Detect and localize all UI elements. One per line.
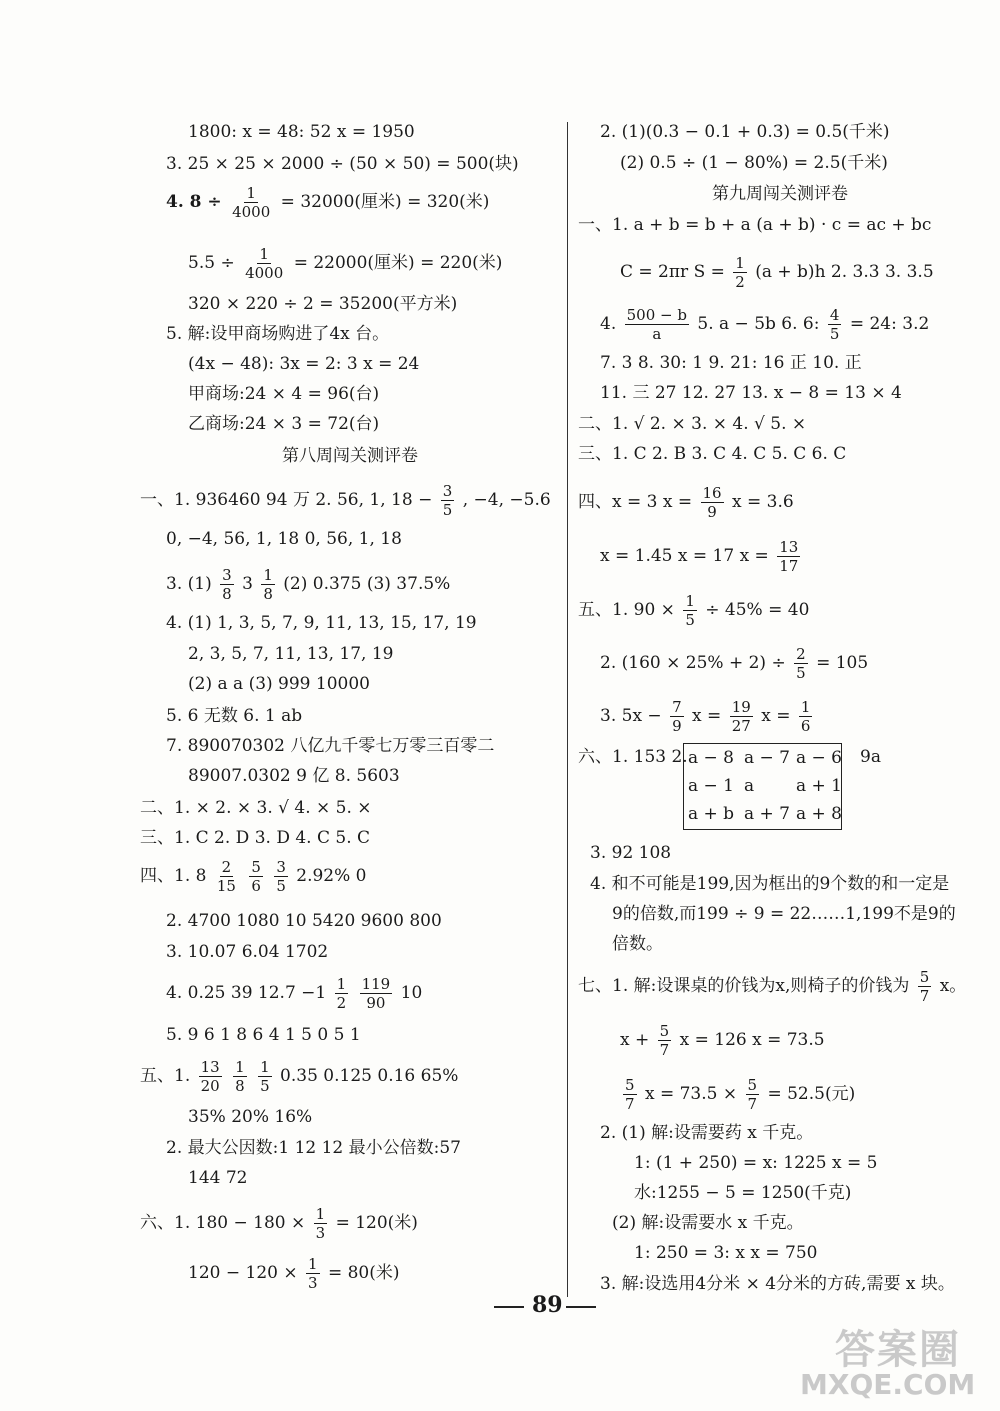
fraction: $\frac{4}{5}$	[829, 306, 840, 343]
answer-line: 七、1. 解:设课桌的价钱为x,则椅子的价钱为 $\frac{5}{7}$ x。	[578, 968, 967, 1005]
answer-line: 2. (1)(0.3 − 0.1 + 0.3) = 0.5(千米)	[600, 122, 890, 142]
fraction: $\frac{1}{8}$	[235, 1058, 245, 1095]
fraction: $\frac{119}{90}$	[361, 975, 391, 1012]
grid-cell: a − 7	[744, 748, 791, 768]
answer-line: 4. $\frac{500 - b}{a}$ 5. a − 5b 6. 6: $\frac{4}{5}$ = 24: 3.2	[600, 306, 930, 343]
fraction: $\frac{3}{8}$	[222, 566, 232, 603]
answer-line: 7. 890070302 八亿九千零七万零三百零二	[166, 736, 495, 756]
answer-line: 五、1. 90 × $\frac{1}{5}$ ÷ 45% = 40	[578, 592, 810, 629]
answer-line: 3. 25 × 25 × 2000 ÷ (50 × 50) = 500(块)	[166, 154, 519, 174]
answer-line: 水:1255 − 5 = 1250(千克)	[634, 1183, 852, 1203]
answer-line: (2) 0.5 ÷ (1 − 80%) = 2.5(千米)	[620, 153, 888, 173]
answer-line: 89007.0302 9 亿 8. 5603	[188, 766, 400, 786]
answer-line: 320 × 220 ÷ 2 = 35200(平方米)	[188, 294, 458, 314]
answer-line: 5. 解:设甲商场购进了4x 台。	[166, 324, 390, 344]
fraction: $\frac{1}{4000}$	[245, 245, 284, 282]
answer-line: 二、1. √ 2. × 3. × 4. √ 5. ×	[578, 414, 807, 434]
fraction: $\frac{5}{7}$	[919, 968, 930, 1005]
answer-line: 5. 6 无数 6. 1 ab	[166, 706, 303, 726]
grid-cell: a + 8	[796, 804, 843, 824]
fraction: $\frac{13}{17}$	[779, 538, 799, 575]
answer-line: 11. 三 27 12. 27 13. x − 8 = 13 × 4	[600, 383, 902, 403]
answer-line: 2. 4700 1080 10 5420 9600 800	[166, 911, 442, 931]
fraction: $\frac{5}{7}$	[659, 1022, 670, 1059]
answer-line: 4. 8 ÷ $\frac{1}{4000}$ = 32000(厘米) = 320(米)	[166, 184, 490, 221]
answer-line: 乙商场:24 × 3 = 72(台)	[188, 414, 380, 434]
answer-line: 六、1. 153 2.	[578, 747, 688, 767]
page-number: 89	[532, 1292, 563, 1318]
answer-line: 1800: x = 48: 52 x = 1950	[188, 122, 415, 142]
answer-line: x + $\frac{5}{7}$ x = 126 x = 73.5	[620, 1022, 825, 1059]
answer-line: 二、1. × 2. × 3. √ 4. × 5. ×	[140, 798, 372, 818]
answer-line: 0, −4, 56, 1, 18 0, 56, 1, 18	[166, 529, 402, 549]
answer-line: 2. (1) 解:设需要药 x 千克。	[600, 1123, 814, 1143]
fraction: $\frac{16}{9}$	[702, 484, 722, 521]
answer-line: 甲商场:24 × 4 = 96(台)	[188, 384, 380, 404]
answer-line: 三、1. C 2. B 3. C 4. C 5. C 6. C	[578, 444, 847, 464]
page-number-dash	[566, 1306, 596, 1308]
fraction: $\frac{5}{7}$	[747, 1076, 758, 1113]
fraction: $\frac{1}{5}$	[260, 1058, 270, 1095]
fraction: $\frac{2}{5}$	[796, 645, 806, 682]
answer-line: 五、1. $\frac{13}{20}$ $\frac{1}{8}$ $\frac{1}{5}$ 0.35 0.125 0.16 65%	[140, 1058, 459, 1095]
answer-line: 倍数。	[612, 934, 663, 954]
answer-line: 1: 250 = 3: x x = 750	[634, 1243, 818, 1263]
answer-line: 4. 0.25 39 12.7 −1 $\frac{1}{2}$ $\frac{119}{90}$ 10	[166, 975, 423, 1012]
fraction: $\frac{7}{9}$	[672, 698, 682, 735]
fraction: $\frac{1}{4000}$	[232, 184, 271, 221]
fraction: $\frac{500 - b}{a}$	[626, 306, 687, 343]
answer-line: 四、1. 8 $\frac{2}{15}$ $\frac{5}{6}$ $\frac{3}{5}$ 2.92% 0	[140, 858, 367, 895]
answer-line: x = 1.45 x = 17 x = $\frac{13}{17}$	[600, 538, 799, 575]
answer-line: 2. (160 × 25% + 2) ÷ $\frac{2}{5}$ = 105	[600, 645, 869, 682]
answer-line: 六、1. 180 − 180 × $\frac{1}{3}$ = 120(米)	[140, 1205, 418, 1242]
answer-line: 一、1. 936460 94 万 2. 56, 1, 18 − $\frac{3}{5}$ , −4, −5.6	[140, 482, 551, 519]
fraction: $\frac{1}{2}$	[336, 975, 347, 1012]
answer-line: 144 72	[188, 1168, 248, 1188]
fraction: $\frac{13}{20}$	[200, 1058, 220, 1095]
answer-line: 5.5 ÷ $\frac{1}{4000}$ = 22000(厘米) = 220(米)	[188, 245, 503, 282]
fraction: $\frac{1}{3}$	[315, 1205, 326, 1242]
fraction: $\frac{1}{5}$	[685, 592, 695, 629]
watermark-url: MXQE.COM	[800, 1368, 976, 1401]
fraction: $\frac{1}{3}$	[308, 1255, 318, 1292]
answer-line: 3. 92 108	[590, 843, 672, 863]
answer-line: 2, 3, 5, 7, 11, 13, 17, 19	[188, 644, 394, 664]
grid-cell: a + 1	[796, 776, 843, 796]
answer-line: 5. 9 6 1 8 6 4 1 5 0 5 1	[166, 1025, 361, 1045]
answer-line: 一、1. a + b = b + a (a + b) · c = ac + bc	[578, 215, 932, 235]
number-grid	[683, 743, 842, 830]
grid-cell: a	[744, 776, 755, 796]
grid-cell: a + 7	[744, 804, 791, 824]
page-number-dash	[494, 1306, 524, 1308]
answer-line: 9的倍数,而199 ÷ 9 = 22……1,199不是9的	[612, 904, 956, 924]
answer-line: 35% 20% 16%	[188, 1107, 313, 1127]
answer-line: 四、x = 3 x = $\frac{16}{9}$ x = 3.6	[578, 484, 794, 521]
grid-cell: a − 8	[688, 748, 735, 768]
answer-line: C = 2πr S = $\frac{1}{2}$ (a + b)h 2. 3.3 3. 3.5	[620, 254, 934, 291]
fraction: $\frac{5}{7}$	[625, 1076, 635, 1113]
answer-line: 120 − 120 × $\frac{1}{3}$ = 80(米)	[188, 1255, 400, 1292]
answer-line: $\frac{5}{7}$ x = 73.5 × $\frac{5}{7}$ = 52.5(元)	[625, 1076, 856, 1113]
watermark-logo: 答案圈	[835, 1327, 961, 1373]
fraction: $\frac{19}{27}$	[731, 698, 751, 735]
column-divider	[567, 122, 568, 1297]
answer-line: 3. 解:设选用4分米 × 4分米的方砖,需要 x 块。	[600, 1274, 955, 1294]
answer-line: 3. 10.07 6.04 1702	[166, 942, 329, 962]
fraction: $\frac{1}{8}$	[263, 566, 273, 603]
fraction: $\frac{3}{5}$	[276, 858, 286, 895]
answer-line: 7. 3 8. 30: 1 9. 21: 16 正 10. 正	[600, 353, 862, 373]
fraction: $\frac{1}{2}$	[735, 254, 745, 291]
answer-line: 三、1. C 2. D 3. D 4. C 5. C	[140, 828, 371, 848]
answer-line: (2) a a (3) 999 10000	[188, 674, 370, 694]
grid-cell: a − 1	[688, 776, 735, 796]
answer-line: 9a	[860, 747, 881, 767]
answer-line: 3. 5x − $\frac{7}{9}$ x = $\frac{19}{27}$ x = $\frac{1}{6}$	[600, 698, 811, 735]
answer-line: 4. (1) 1, 3, 5, 7, 9, 11, 13, 15, 17, 19	[166, 613, 477, 633]
fraction: $\frac{2}{15}$	[216, 858, 236, 895]
answer-line: 1: (1 + 250) = x: 1225 x = 5	[634, 1153, 878, 1173]
answer-line: (4x − 48): 3x = 2: 3 x = 24	[188, 354, 420, 374]
fraction: $\frac{5}{6}$	[251, 858, 261, 895]
answer-line: 3. (1) $\frac{3}{8}$ 3 $\frac{1}{8}$ (2) 0.375 (3) 37.5%	[166, 566, 451, 603]
section-title-week-8: 第八周闯关测评卷	[282, 446, 418, 466]
answer-line: (2) 解:设需要水 x 千克。	[612, 1213, 804, 1233]
answer-line: 2. 最大公因数:1 12 12 最小公倍数:57	[166, 1138, 462, 1158]
fraction: $\frac{3}{5}$	[442, 482, 453, 519]
grid-cell: a + b	[688, 804, 735, 824]
grid-cell: a − 6	[796, 748, 843, 768]
section-title-week-9: 第九周闯关测评卷	[712, 184, 848, 204]
fraction: $\frac{1}{6}$	[800, 698, 811, 735]
answer-line: 4. 和不可能是199,因为框出的9个数的和一定是	[590, 874, 950, 894]
